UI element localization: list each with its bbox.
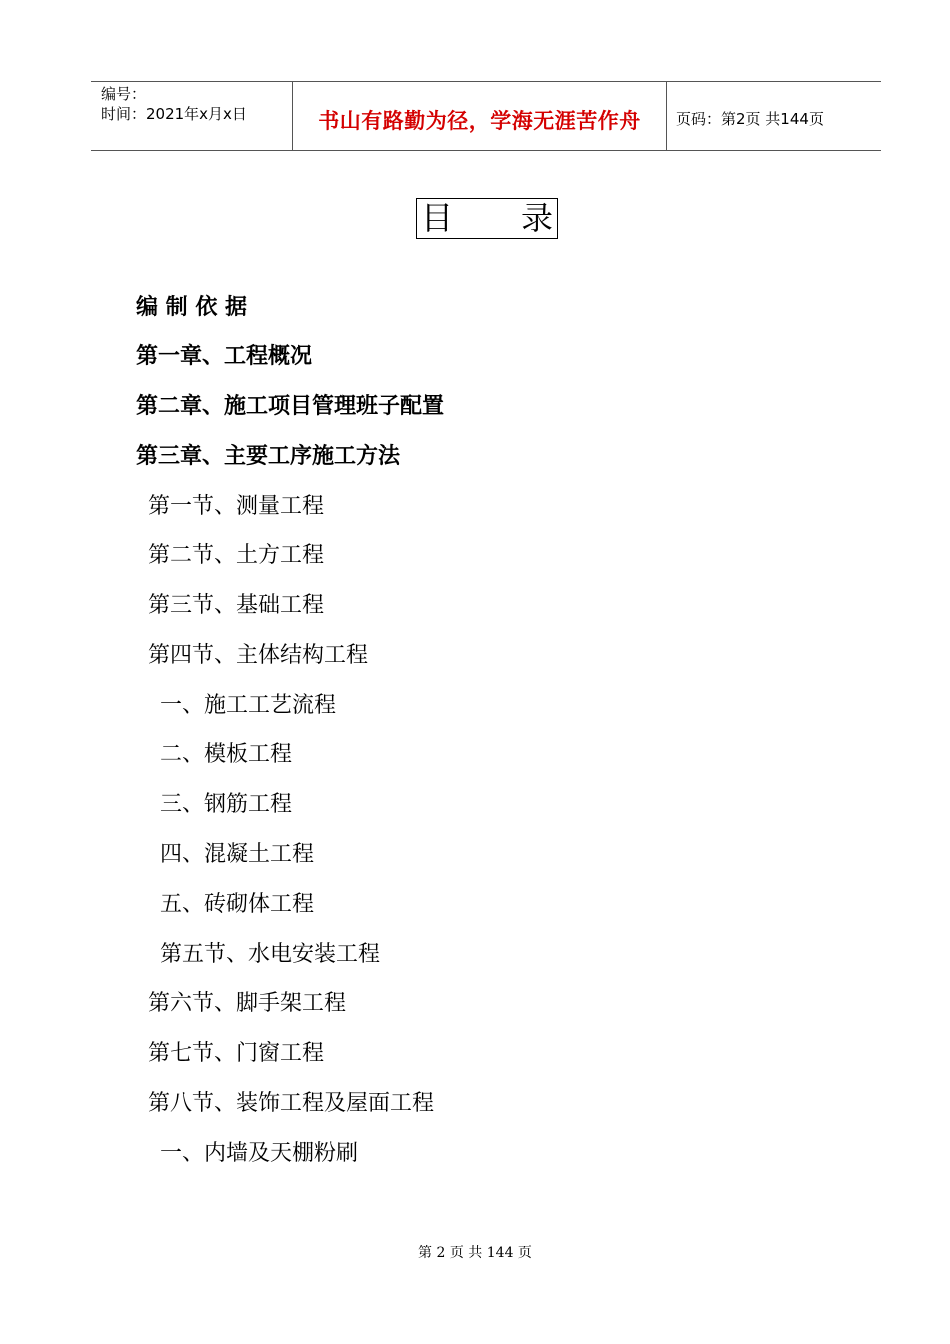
toc-entry[interactable]: 一、内墙及天棚粉刷 <box>160 1141 359 1166</box>
toc-entry[interactable]: 编 制 依 据 <box>136 295 247 320</box>
toc-entry[interactable]: 第二节、土方工程 <box>148 543 325 568</box>
toc-title-char-2: 录 <box>521 199 554 237</box>
toc-entry[interactable]: 一、施工工艺流程 <box>160 693 337 718</box>
toc-entry[interactable]: 第二章、施工项目管理班子配置 <box>136 394 445 419</box>
page-footer: 第 2 页 共 144 页 <box>418 1245 532 1261</box>
toc-entry[interactable]: 第八节、装饰工程及屋面工程 <box>148 1091 435 1116</box>
document-number-label: 编号： <box>101 85 147 103</box>
header-page-info: 页码：第2页 共144页 <box>676 110 824 128</box>
toc-entry[interactable]: 第三章、主要工序施工方法 <box>136 444 401 469</box>
header-page-cell <box>666 82 881 150</box>
toc-entry[interactable]: 第三节、基础工程 <box>148 593 325 618</box>
toc-entry[interactable]: 二、模板工程 <box>160 742 293 767</box>
toc-entry[interactable]: 第一节、测量工程 <box>148 494 325 519</box>
toc-entry[interactable]: 第五节、水电安装工程 <box>160 942 381 967</box>
page-header <box>91 81 881 151</box>
toc-title <box>416 198 558 239</box>
toc-entry[interactable]: 三、钢筋工程 <box>160 792 293 817</box>
toc-entry[interactable]: 第六节、脚手架工程 <box>148 991 347 1016</box>
toc-entry[interactable]: 第四节、主体结构工程 <box>148 643 369 668</box>
toc-entry[interactable]: 第一章、工程概况 <box>136 344 313 369</box>
header-meta-cell <box>91 82 292 150</box>
toc-entry[interactable]: 四、混凝土工程 <box>160 842 315 867</box>
toc-entry[interactable]: 五、砖砌体工程 <box>160 892 315 917</box>
toc-entry[interactable]: 第七节、门窗工程 <box>148 1041 325 1066</box>
header-motto-cell <box>292 82 667 150</box>
toc-title-char-1: 目 <box>421 199 454 237</box>
header-motto: 书山有路勤为径，学海无涯苦作舟 <box>318 108 641 133</box>
document-time-label: 时间：2021年x月x日 <box>101 105 247 123</box>
